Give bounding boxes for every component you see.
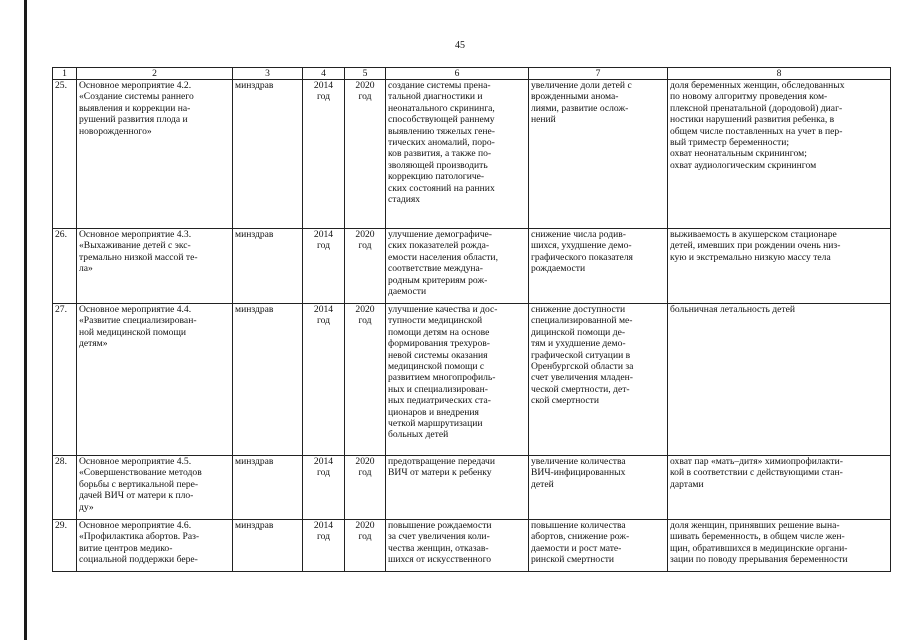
table-row	[53, 456, 891, 520]
column-header: 3	[233, 68, 303, 80]
expected-result-cell: создание системы прена- тальной диагностики и неонатального скрининга, способствующей раннему выявлению тяжелых гене- тических аномалий, поро- ков развития, а также по- зволяющей производить коррекцию патологиче- ских состояний на ранних стадиях	[386, 80, 529, 229]
consequences-cell: повышение количества абортов, снижение рож- даемости и рост мате- ринской смертности	[529, 520, 668, 572]
indicator-cell: охват пар «мать–дитя» химиопрофилакти- кой в соответствии с действующими стан- дартами	[668, 456, 891, 520]
end-year-cell: 2020 год	[345, 456, 386, 520]
indicator-cell: доля беременных женщин, обследованных по новому алгоритму проведения ком- плексной пренатальной (дородовой) диаг- ностики нарушений развития ребенка, в общем числе поставленных на учет в пер- вый триместр беременности; охват неонатальным скринингом; охват аудиологическим скринингом	[668, 80, 891, 229]
start-year-cell: 2014 год	[303, 229, 345, 304]
end-year-cell: 2020 год	[345, 304, 386, 456]
expected-result-cell: улучшение качества и дос- тупности медицинской помощи детям на основе формирования трехуров- невой системы оказания медицинской помощи с развитием многопрофиль- ных и специализирован- ных педиатрических ста- ционаров и внедрения четкой маршрутизации больных детей	[386, 304, 529, 456]
column-number-row	[53, 68, 891, 80]
table-row	[53, 304, 891, 456]
column-header: 4	[303, 68, 345, 80]
expected-result-cell: предотвращение передачи ВИЧ от матери к ребенку	[386, 456, 529, 520]
consequences-cell: снижение доступности специализированной ме- дицинской помощи де- тям и ухудшение демо- графической ситуации в Оренбургской области за счет увеличения младен- ческой смертности, дет- ской смертности	[529, 304, 668, 456]
column-header: 2	[77, 68, 233, 80]
end-year-cell: 2020 год	[345, 520, 386, 572]
column-header: 5	[345, 68, 386, 80]
indicator-cell: больничная летальность детей	[668, 304, 891, 456]
row-number: 27.	[53, 304, 77, 456]
expected-result-cell: повышение рождаемости за счет увеличения коли- чества женщин, отказав- шихся от искусственного	[386, 520, 529, 572]
column-header: 6	[386, 68, 529, 80]
event-name-cell: Основное мероприятие 4.5. «Совершенствование методов борьбы с вертикальной пере- дачей ВИЧ от матери к пло- ду»	[77, 456, 233, 520]
table-row	[53, 520, 891, 572]
start-year-cell: 2014 год	[303, 520, 345, 572]
executor-cell: минздрав	[233, 229, 303, 304]
table-row	[53, 80, 891, 229]
event-name-cell: Основное мероприятие 4.6. «Профилактика абортов. Раз- витие центров медико- социальной поддержки бере-	[77, 520, 233, 572]
event-name-cell: Основное мероприятие 4.2. «Создание системы раннего выявления и коррекции на- рушений развития плода и новорожденного»	[77, 80, 233, 229]
indicator-cell: выживаемость в акушерском стационаре детей, имевших при рождении очень низ- кую и экстремально низкую массу тела	[668, 229, 891, 304]
column-header: 1	[53, 68, 77, 80]
program-events-table	[52, 67, 891, 572]
consequences-cell: снижение числа родив- шихся, ухудшение демо- графического показателя рождаемости	[529, 229, 668, 304]
consequences-cell: увеличение количества ВИЧ-инфицированных детей	[529, 456, 668, 520]
table-row	[53, 229, 891, 304]
start-year-cell: 2014 год	[303, 304, 345, 456]
row-number: 25.	[53, 80, 77, 229]
event-name-cell: Основное мероприятие 4.4. «Развитие специализирован- ной медицинской помощи детям»	[77, 304, 233, 456]
end-year-cell: 2020 год	[345, 80, 386, 229]
column-header: 7	[529, 68, 668, 80]
start-year-cell: 2014 год	[303, 456, 345, 520]
start-year-cell: 2014 год	[303, 80, 345, 229]
row-number: 29.	[53, 520, 77, 572]
binding-edge	[24, 0, 27, 640]
row-number: 28.	[53, 456, 77, 520]
end-year-cell: 2020 год	[345, 229, 386, 304]
page-number: 45	[455, 40, 465, 51]
event-name-cell: Основное мероприятие 4.3. «Выхаживание детей с экс- тремально низкой массой те- ла»	[77, 229, 233, 304]
row-number: 26.	[53, 229, 77, 304]
executor-cell: минздрав	[233, 80, 303, 229]
expected-result-cell: улучшение демографиче- ских показателей рожда- емости населения области, соответствие междуна- родным критериям рож- даемости	[386, 229, 529, 304]
executor-cell: минздрав	[233, 456, 303, 520]
column-header: 8	[668, 68, 891, 80]
executor-cell: минздрав	[233, 520, 303, 572]
executor-cell: минздрав	[233, 304, 303, 456]
consequences-cell: увеличение доли детей с врожденными анома- лиями, развитие ослож- нений	[529, 80, 668, 229]
indicator-cell: доля женщин, принявших решение вына- шивать беременность, в общем числе жен- щин, обратившихся в медицинские органи- зации по поводу прерывания беременности	[668, 520, 891, 572]
